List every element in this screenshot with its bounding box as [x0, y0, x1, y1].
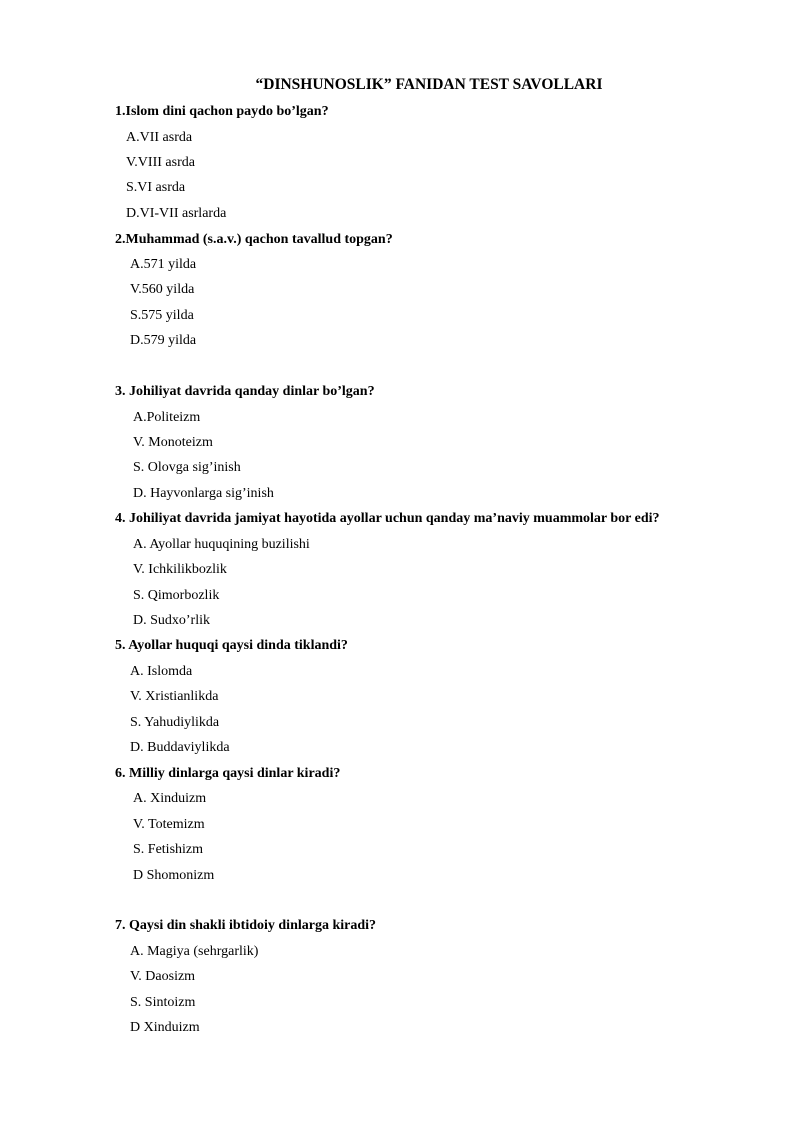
question-1-option-v: V.VIII asrda — [126, 155, 195, 170]
question-1-option-s: S.VI asrda — [126, 180, 186, 195]
question-7-option-s: S. Sintoizm — [130, 995, 196, 1010]
question-7-option-d: D Xinduizm — [130, 1020, 200, 1035]
question-3-option-a: A.Politeizm — [133, 410, 201, 425]
question-4-option-d: D. Sudxo’rlik — [133, 613, 210, 628]
question-5-option-v: V. Xristianlikda — [130, 689, 219, 704]
question-5: 5. Ayollar huquqi qaysi dinda tiklandi? — [115, 638, 348, 653]
question-2-option-a: A.571 yilda — [130, 257, 197, 272]
question-7-option-v: V. Daosizm — [130, 969, 196, 984]
question-6: 6. Milliy dinlarga qaysi dinlar kiradi? — [115, 766, 341, 781]
question-3-option-s: S. Olovga sig’inish — [133, 460, 241, 475]
question-3: 3. Johiliyat davrida qanday dinlar bo’lgan? — [115, 384, 375, 399]
question-7-option-a: A. Magiya (sehrgarlik) — [130, 944, 259, 959]
question-3-option-d: D. Hayvonlarga sig’inish — [133, 486, 274, 501]
question-4-option-a: A. Ayollar huquqining buzilishi — [133, 537, 310, 552]
question-6-option-v: V. Totemizm — [133, 817, 205, 832]
question-4-option-v: V. Ichkilikbozlik — [133, 562, 227, 577]
question-3-option-v: V. Monoteizm — [133, 435, 213, 450]
question-4: 4. Johiliyat davrida jamiyat hayotida ayollar uchun qanday ma’naviy muammolar bor edi? — [115, 511, 660, 526]
question-5-option-a: A. Islomda — [130, 664, 193, 679]
question-2-option-d: D.579 yilda — [130, 333, 197, 348]
question-2-option-s: S.575 yilda — [130, 308, 194, 323]
question-1: 1.Islom dini qachon paydo bo’lgan? — [115, 104, 329, 119]
question-2-option-v: V.560 yilda — [130, 282, 195, 297]
question-6-option-d: D Shomonizm — [133, 868, 215, 883]
question-7: 7. Qaysi din shakli ibtidoiy dinlarga kiradi? — [115, 918, 377, 933]
question-5-option-d: D. Buddaviylikda — [130, 740, 230, 755]
question-5-option-s: S. Yahudiylikda — [130, 715, 220, 730]
question-4-option-s: S. Qimorbozlik — [133, 588, 220, 603]
question-6-option-a: A. Xinduizm — [133, 791, 207, 806]
question-6-option-s: S. Fetishizm — [133, 842, 204, 857]
question-1-option-a: A.VII asrda — [126, 130, 193, 145]
question-2: 2.Muhammad (s.a.v.) qachon tavallud topgan? — [115, 232, 393, 247]
question-1-option-d: D.VI-VII asrlarda — [126, 206, 227, 221]
document-title: “DINSHUNOSLIK” FANIDAN TEST SAVOLLARI — [255, 76, 603, 93]
